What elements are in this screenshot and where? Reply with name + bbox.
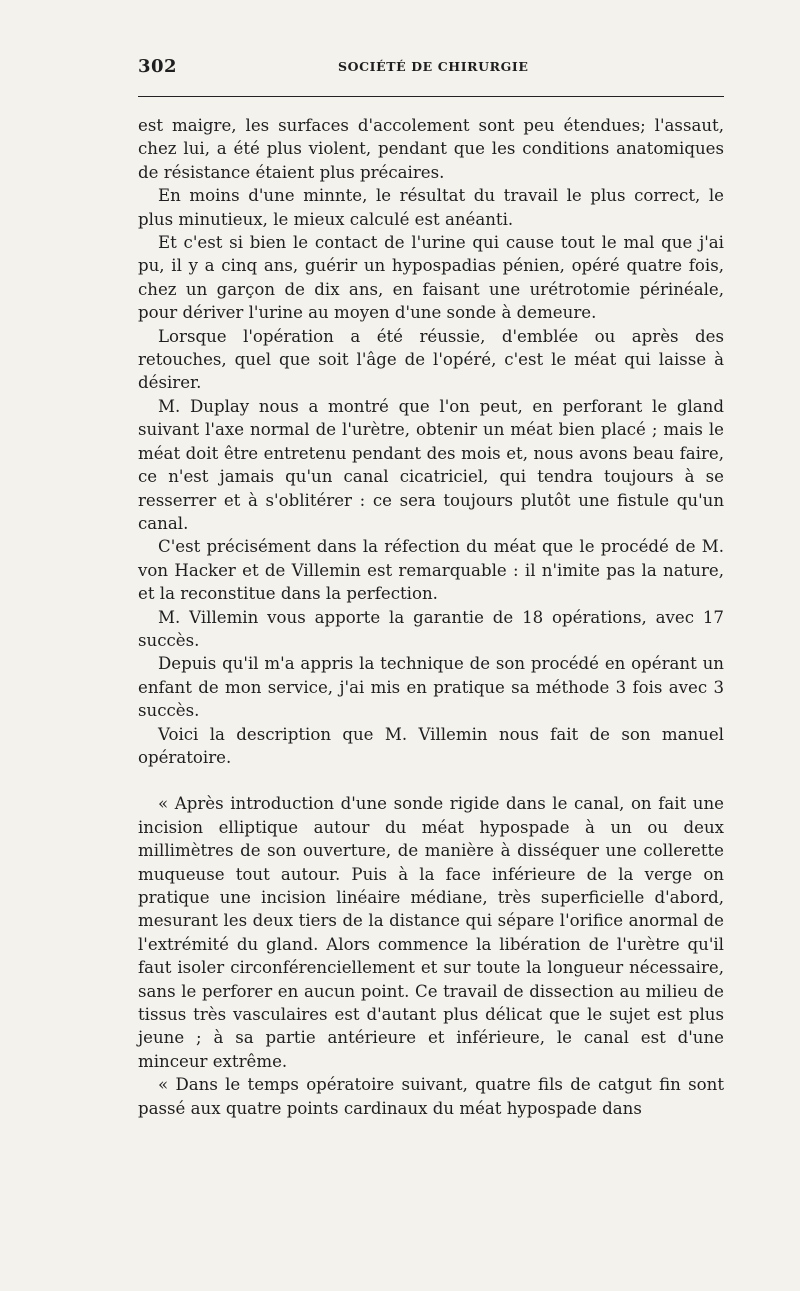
paragraph-1: est maigre, les surfaces d'accolement sont peu étendues; l'assaut, chez lui, a été plus violent, pendant que les conditions anatomiques de résistance étaient plus précaires. bbox=[138, 116, 724, 182]
header-rule bbox=[138, 96, 724, 97]
paragraph-8: Depuis qu'il m'a appris la technique de son procédé en opérant un enfant de mon service, j'ai mis en pratique sa méthode 3 fois avec 3 succès. bbox=[138, 654, 724, 721]
paragraph-7: M. Villemin vous apporte la garantie de 18 opérations, avec 17 succès. bbox=[138, 607, 724, 650]
page-header bbox=[138, 56, 724, 86]
quote-paragraph-1: « Après introduction d'une sonde rigide dans le canal, on fait une incision elliptique autour du méat hypospade à un ou deux millimètres de son ouverture, de manière à disséquer une collerette muqueuse tout autour. Puis à la face inférieure de la verge on pratique une incision linéaire médiane, très superficielle d'abord, mesurant les deux tiers de la distance qui sépare l'orifice anormal de l'extrémité du gland. Alors commence la libération de l'urètre qu'il faut isoler circonférenciellement et sur toute la longueur nécessaire, sans le perforer en aucun point. Ce travail de dissection au milieu de tissus très vasculaires est d'autant plus délicat que le sujet est plus jeune ; à sa partie antérieure et inférieure, le canal est d'une minceur extrême. bbox=[138, 794, 724, 1071]
paragraph-9: Voici la description que M. Villemin nous fait de son manuel opératoire. bbox=[138, 724, 724, 767]
quote-paragraph-2: « Dans le temps opératoire suivant, quatre fils de catgut fin sont passé aux quatre points cardinaux du méat hypospade dans bbox=[138, 1075, 724, 1118]
paragraph-5: M. Duplay nous a montré que l'on peut, en perforant le gland suivant l'axe normal de l'urètre, obtenir un méat bien placé ; mais le méat doit être entretenu pendant des mois et, nous avons beau faire, ce n'est jamais qu'un canal cicatriciel, qui tendra toujours à se resserrer et à s'oblitérer : ce sera toujours plutôt une fistule qu'un canal. bbox=[138, 396, 724, 533]
body-text bbox=[138, 114, 724, 1120]
paragraph-2: En moins d'une minnte, le résultat du travail le plus correct, le plus minutieux, le mieux calculé est anéanti. bbox=[138, 186, 724, 229]
running-head: SOCIÉTÉ DE CHIRURGIE bbox=[338, 59, 529, 74]
page-number: 302 bbox=[138, 56, 178, 77]
paragraph-3: Et c'est si bien le contact de l'urine qui cause tout le mal que j'ai pu, il y a cinq ans, guérir un hypospadias pénien, opéré quatre fois, chez un garçon de dix ans, en faisant une urétrotomie périnéale, pour dériver l'urine au moyen d'une sonde à demeure. bbox=[138, 233, 724, 323]
paragraph-4: Lorsque l'opération a été réussie, d'emblée ou après des retouches, quel que soit l'âge de l'opéré, c'est le méat qui laisse à désirer. bbox=[138, 326, 724, 393]
paragraph-6: C'est précisément dans la réfection du méat que le procédé de M. von Hacker et de Villemin est remarquable : il n'imite pas la nature, et la reconstitue dans la perfection. bbox=[138, 537, 724, 604]
